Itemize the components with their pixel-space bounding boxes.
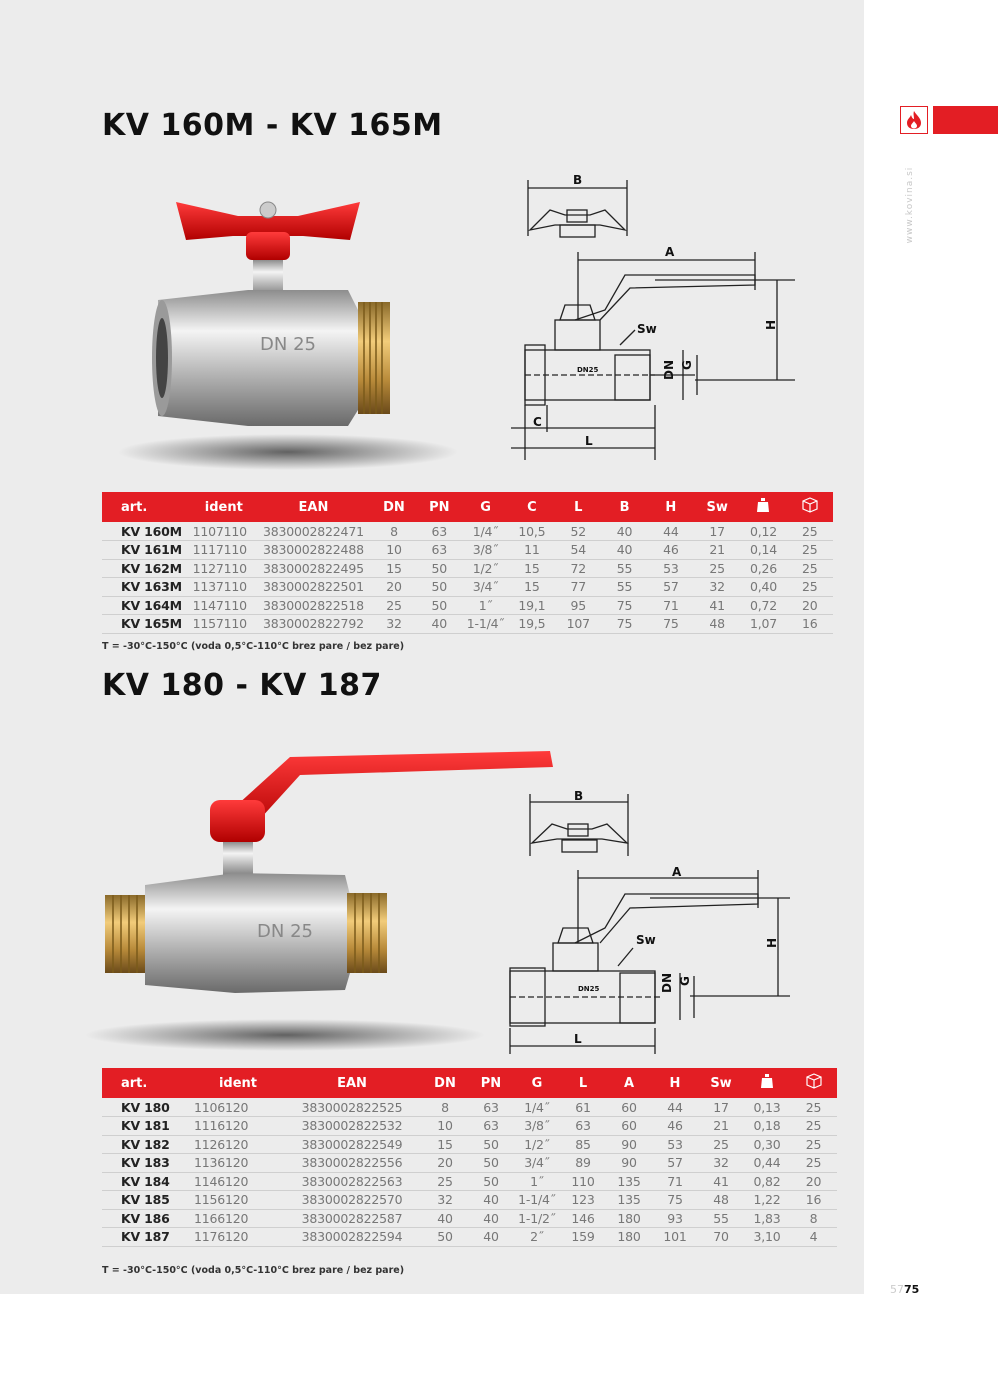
- table-cell: 60: [606, 1117, 652, 1136]
- table-cell: 15: [372, 559, 416, 578]
- table-cell: 75: [601, 615, 647, 634]
- table-cell: 17: [694, 522, 740, 541]
- table-cell: 25: [790, 1117, 837, 1136]
- table-cell: 40: [422, 1209, 468, 1228]
- table-cell: 53: [652, 1135, 698, 1154]
- table-cell: 15: [509, 559, 555, 578]
- col-ident: ident: [194, 1068, 282, 1098]
- table-header-row: [102, 492, 833, 522]
- section-title-kv180: KV 180 - KV 187: [102, 668, 382, 703]
- table-cell: 3830002822518: [255, 596, 372, 615]
- table-row: [102, 522, 833, 541]
- table-row: [102, 578, 833, 597]
- table-cell: 90: [606, 1154, 652, 1173]
- table-cell: 1146120: [194, 1172, 282, 1191]
- table-cell: 15: [509, 578, 555, 597]
- table-cell: 44: [652, 1098, 698, 1117]
- col-pn: PN: [416, 492, 462, 522]
- table-cell: 17: [698, 1098, 744, 1117]
- table-cell: 3/4˝: [462, 578, 508, 597]
- table-cell: 3830002822532: [282, 1117, 422, 1136]
- website-url: www.kovina.si: [905, 166, 915, 244]
- dim-label-H: H: [765, 937, 779, 948]
- table-cell: KV 186: [102, 1209, 194, 1228]
- col-dn: DN: [422, 1068, 468, 1098]
- table-cell: 48: [694, 615, 740, 634]
- table-cell: 25: [787, 522, 833, 541]
- dim-label-H: H: [764, 319, 778, 330]
- table-cell: 40: [468, 1228, 514, 1247]
- table-cell: 50: [416, 578, 462, 597]
- table-cell: 1137110: [193, 578, 255, 597]
- table-row: [102, 1191, 837, 1210]
- table-cell: 0,13: [744, 1098, 790, 1117]
- temperature-note: T = -30°C-150°C (voda 0,5°C-110°C brez pare / bez pare): [102, 1265, 405, 1276]
- table-cell: 15: [422, 1135, 468, 1154]
- table-cell: 72: [555, 559, 601, 578]
- col-b: B: [601, 492, 647, 522]
- table-row: [102, 1098, 837, 1117]
- col-l: L: [555, 492, 601, 522]
- table-cell: 57: [648, 578, 694, 597]
- table-cell: 1˝: [514, 1172, 560, 1191]
- table-cell: 52: [555, 522, 601, 541]
- section-title-kv160m: KV 160M - KV 165M: [102, 108, 443, 143]
- table-cell: 1˝: [462, 596, 508, 615]
- table-cell: 77: [555, 578, 601, 597]
- table-cell: 3830002822587: [282, 1209, 422, 1228]
- table-cell: 3830002822570: [282, 1191, 422, 1210]
- table-cell: 25: [787, 559, 833, 578]
- table-row: [102, 615, 833, 634]
- table-cell: 50: [416, 596, 462, 615]
- dim-label-Sw: Sw: [636, 933, 656, 947]
- table-cell: 1156120: [194, 1191, 282, 1210]
- table-cell: 25: [694, 559, 740, 578]
- table-cell: 32: [372, 615, 416, 634]
- spec-table-kv180: [102, 1068, 837, 1247]
- table-cell: 25: [790, 1154, 837, 1173]
- table-cell: KV 184: [102, 1172, 194, 1191]
- table-cell: 1/2˝: [514, 1135, 560, 1154]
- dim-label-L: L: [585, 434, 593, 448]
- table-cell: 25: [790, 1098, 837, 1117]
- table-cell: 135: [606, 1191, 652, 1210]
- table-cell: 3830002822495: [255, 559, 372, 578]
- table-cell: 40: [416, 615, 462, 634]
- box-icon: [790, 1068, 837, 1098]
- dim-label-C: C: [533, 415, 542, 429]
- table-cell: KV 160M: [102, 522, 193, 541]
- table-row: [102, 1228, 837, 1247]
- table-cell: 1126120: [194, 1135, 282, 1154]
- table-cell: 50: [468, 1172, 514, 1191]
- table-cell: 101: [652, 1228, 698, 1247]
- temperature-note: T = -30°C-150°C (voda 0,5°C-110°C brez pare / bez pare): [102, 641, 405, 652]
- col-sw: Sw: [694, 492, 740, 522]
- table-cell: 50: [468, 1135, 514, 1154]
- table-cell: 75: [652, 1191, 698, 1210]
- table-cell: 21: [698, 1117, 744, 1136]
- table-cell: 3830002822594: [282, 1228, 422, 1247]
- page-number-prev: 57: [890, 1283, 904, 1296]
- table-cell: 85: [560, 1135, 606, 1154]
- table-cell: 1-1/2˝: [514, 1209, 560, 1228]
- table-cell: 50: [468, 1154, 514, 1173]
- table-cell: 1,22: [744, 1191, 790, 1210]
- table-cell: 25: [787, 578, 833, 597]
- dim-label-B: B: [574, 789, 584, 803]
- table-cell: 63: [560, 1117, 606, 1136]
- table-cell: 1176120: [194, 1228, 282, 1247]
- col-ean: EAN: [282, 1068, 422, 1098]
- table-cell: 55: [698, 1209, 744, 1228]
- table-cell: 107: [555, 615, 601, 634]
- table-cell: KV 182: [102, 1135, 194, 1154]
- table-cell: 146: [560, 1209, 606, 1228]
- table-cell: 159: [560, 1228, 606, 1247]
- table-cell: 0,44: [744, 1154, 790, 1173]
- table-cell: 1/4˝: [514, 1098, 560, 1117]
- table-cell: 25: [790, 1135, 837, 1154]
- table-cell: 3830002822549: [282, 1135, 422, 1154]
- table-cell: KV 163M: [102, 578, 193, 597]
- table-cell: 19,1: [509, 596, 555, 615]
- table-cell: 3830002822525: [282, 1098, 422, 1117]
- table-cell: 32: [698, 1154, 744, 1173]
- table-cell: KV 183: [102, 1154, 194, 1173]
- dim-label-G: G: [680, 360, 694, 370]
- table-cell: 135: [606, 1172, 652, 1191]
- table-cell: 11: [509, 541, 555, 560]
- table-cell: 0,18: [744, 1117, 790, 1136]
- table-cell: 110: [560, 1172, 606, 1191]
- table-cell: 180: [606, 1228, 652, 1247]
- col-art: art.: [102, 1068, 194, 1098]
- dim-label-DN: DN: [662, 359, 676, 380]
- table-cell: 40: [601, 541, 647, 560]
- table-cell: 54: [555, 541, 601, 560]
- table-cell: KV 162M: [102, 559, 193, 578]
- table-cell: 95: [555, 596, 601, 615]
- table-cell: 3/8˝: [462, 541, 508, 560]
- table-cell: 8: [372, 522, 416, 541]
- dim-label-G: G: [678, 976, 692, 986]
- table-row: [102, 1209, 837, 1228]
- table-cell: KV 164M: [102, 596, 193, 615]
- table-cell: 1/4˝: [462, 522, 508, 541]
- table-cell: 3,10: [744, 1228, 790, 1247]
- svg-text:DN 25: DN 25: [260, 334, 316, 355]
- table-cell: 3/8˝: [514, 1117, 560, 1136]
- table-cell: 0,30: [744, 1135, 790, 1154]
- valve-mark: DN25: [578, 985, 600, 993]
- table-cell: 19,5: [509, 615, 555, 634]
- category-tab: [933, 106, 998, 134]
- table-cell: 44: [648, 522, 694, 541]
- table-cell: 0,82: [744, 1172, 790, 1191]
- table-cell: 0,14: [740, 541, 786, 560]
- col-ident: ident: [193, 492, 255, 522]
- table-cell: 71: [652, 1172, 698, 1191]
- col-sw: Sw: [698, 1068, 744, 1098]
- table-cell: 3830002822501: [255, 578, 372, 597]
- table-cell: 10,5: [509, 522, 555, 541]
- table-cell: 41: [694, 596, 740, 615]
- table-cell: 63: [468, 1117, 514, 1136]
- table-cell: 40: [468, 1209, 514, 1228]
- table-cell: KV 180: [102, 1098, 194, 1117]
- table-row: [102, 559, 833, 578]
- col-c: C: [509, 492, 555, 522]
- table-cell: 53: [648, 559, 694, 578]
- table-cell: 40: [601, 522, 647, 541]
- table-cell: 1-1/4˝: [514, 1191, 560, 1210]
- table-cell: 55: [601, 559, 647, 578]
- dim-label-A: A: [672, 865, 682, 879]
- table-cell: 60: [606, 1098, 652, 1117]
- box-icon: [787, 492, 833, 522]
- table-cell: 25: [372, 596, 416, 615]
- svg-text:DN 25: DN 25: [257, 921, 313, 942]
- col-pn: PN: [468, 1068, 514, 1098]
- table-cell: 2˝: [514, 1228, 560, 1247]
- table-cell: 25: [787, 541, 833, 560]
- dim-label-L: L: [574, 1032, 582, 1046]
- table-cell: 32: [422, 1191, 468, 1210]
- table-cell: 25: [698, 1135, 744, 1154]
- weight-icon: [744, 1068, 790, 1098]
- table-cell: 3830002822792: [255, 615, 372, 634]
- table-cell: KV 161M: [102, 541, 193, 560]
- table-cell: 1,07: [740, 615, 786, 634]
- table-row: [102, 1154, 837, 1173]
- col-dn: DN: [372, 492, 416, 522]
- table-cell: 10: [372, 541, 416, 560]
- table-cell: 46: [648, 541, 694, 560]
- table-cell: 16: [790, 1191, 837, 1210]
- table-cell: 1157110: [193, 615, 255, 634]
- table-cell: 48: [698, 1191, 744, 1210]
- weight-icon: [740, 492, 786, 522]
- col-a: A: [606, 1068, 652, 1098]
- table-cell: 40: [468, 1191, 514, 1210]
- table-cell: 0,40: [740, 578, 786, 597]
- table-cell: 123: [560, 1191, 606, 1210]
- table-cell: 1-1/4˝: [462, 615, 508, 634]
- table-cell: 180: [606, 1209, 652, 1228]
- table-cell: 63: [416, 522, 462, 541]
- table-cell: 75: [601, 596, 647, 615]
- table-cell: 50: [422, 1228, 468, 1247]
- table-cell: 4: [790, 1228, 837, 1247]
- table-cell: 0,26: [740, 559, 786, 578]
- table-cell: 1106120: [194, 1098, 282, 1117]
- table-row: [102, 1117, 837, 1136]
- table-cell: 50: [416, 559, 462, 578]
- table-header-row: [102, 1068, 837, 1098]
- table-cell: 70: [698, 1228, 744, 1247]
- table-cell: KV 187: [102, 1228, 194, 1247]
- table-cell: 71: [648, 596, 694, 615]
- valve-mark: DN25: [577, 366, 599, 374]
- table-cell: 46: [652, 1117, 698, 1136]
- table-cell: KV 185: [102, 1191, 194, 1210]
- table-row: [102, 1135, 837, 1154]
- page-number: [890, 1283, 919, 1296]
- table-cell: 10: [422, 1117, 468, 1136]
- table-cell: 8: [790, 1209, 837, 1228]
- table-row: [102, 1172, 837, 1191]
- table-cell: 32: [694, 578, 740, 597]
- table-cell: 75: [648, 615, 694, 634]
- technical-drawing-kv180: [500, 788, 800, 1058]
- dim-label-DN: DN: [660, 972, 674, 993]
- table-cell: 93: [652, 1209, 698, 1228]
- page-number-current: 75: [904, 1283, 920, 1296]
- table-cell: 63: [416, 541, 462, 560]
- table-cell: 16: [787, 615, 833, 634]
- table-cell: KV 165M: [102, 615, 193, 634]
- table-cell: 1117110: [193, 541, 255, 560]
- table-cell: 55: [601, 578, 647, 597]
- table-cell: 63: [468, 1098, 514, 1117]
- table-cell: 1136120: [194, 1154, 282, 1173]
- table-cell: 41: [698, 1172, 744, 1191]
- dim-label-A: A: [665, 245, 675, 259]
- table-cell: 20: [422, 1154, 468, 1173]
- table-cell: 1166120: [194, 1209, 282, 1228]
- table-cell: KV 181: [102, 1117, 194, 1136]
- table-cell: 0,12: [740, 522, 786, 541]
- table-cell: 3/4˝: [514, 1154, 560, 1173]
- table-cell: 89: [560, 1154, 606, 1173]
- flame-icon: [900, 106, 928, 134]
- col-l: L: [560, 1068, 606, 1098]
- table-cell: 57: [652, 1154, 698, 1173]
- col-ean: EAN: [255, 492, 372, 522]
- table-cell: 1,83: [744, 1209, 790, 1228]
- table-cell: 0,72: [740, 596, 786, 615]
- table-row: [102, 541, 833, 560]
- table-cell: 3830002822563: [282, 1172, 422, 1191]
- table-cell: 1116120: [194, 1117, 282, 1136]
- table-cell: 25: [422, 1172, 468, 1191]
- table-cell: 61: [560, 1098, 606, 1117]
- table-cell: 1/2˝: [462, 559, 508, 578]
- table-cell: 1107110: [193, 522, 255, 541]
- table-cell: 3830002822471: [255, 522, 372, 541]
- table-cell: 90: [606, 1135, 652, 1154]
- col-art: art.: [102, 492, 193, 522]
- dim-label-Sw: Sw: [637, 322, 657, 336]
- table-row: [102, 596, 833, 615]
- col-g: G: [514, 1068, 560, 1098]
- table-cell: 20: [790, 1172, 837, 1191]
- table-cell: 3830002822556: [282, 1154, 422, 1173]
- table-cell: 1127110: [193, 559, 255, 578]
- table-cell: 3830002822488: [255, 541, 372, 560]
- ball-valve-lever-handle-image: [55, 745, 565, 1055]
- spec-table-kv160m: [102, 492, 833, 634]
- technical-drawing-kv160m: [505, 170, 805, 460]
- table-cell: 20: [372, 578, 416, 597]
- table-cell: 8: [422, 1098, 468, 1117]
- table-cell: 1147110: [193, 596, 255, 615]
- col-g: G: [462, 492, 508, 522]
- ball-valve-butterfly-handle-image: [98, 190, 478, 475]
- table-cell: 20: [787, 596, 833, 615]
- col-h: H: [652, 1068, 698, 1098]
- table-cell: 21: [694, 541, 740, 560]
- dim-label-B: B: [573, 173, 583, 187]
- col-h: H: [648, 492, 694, 522]
